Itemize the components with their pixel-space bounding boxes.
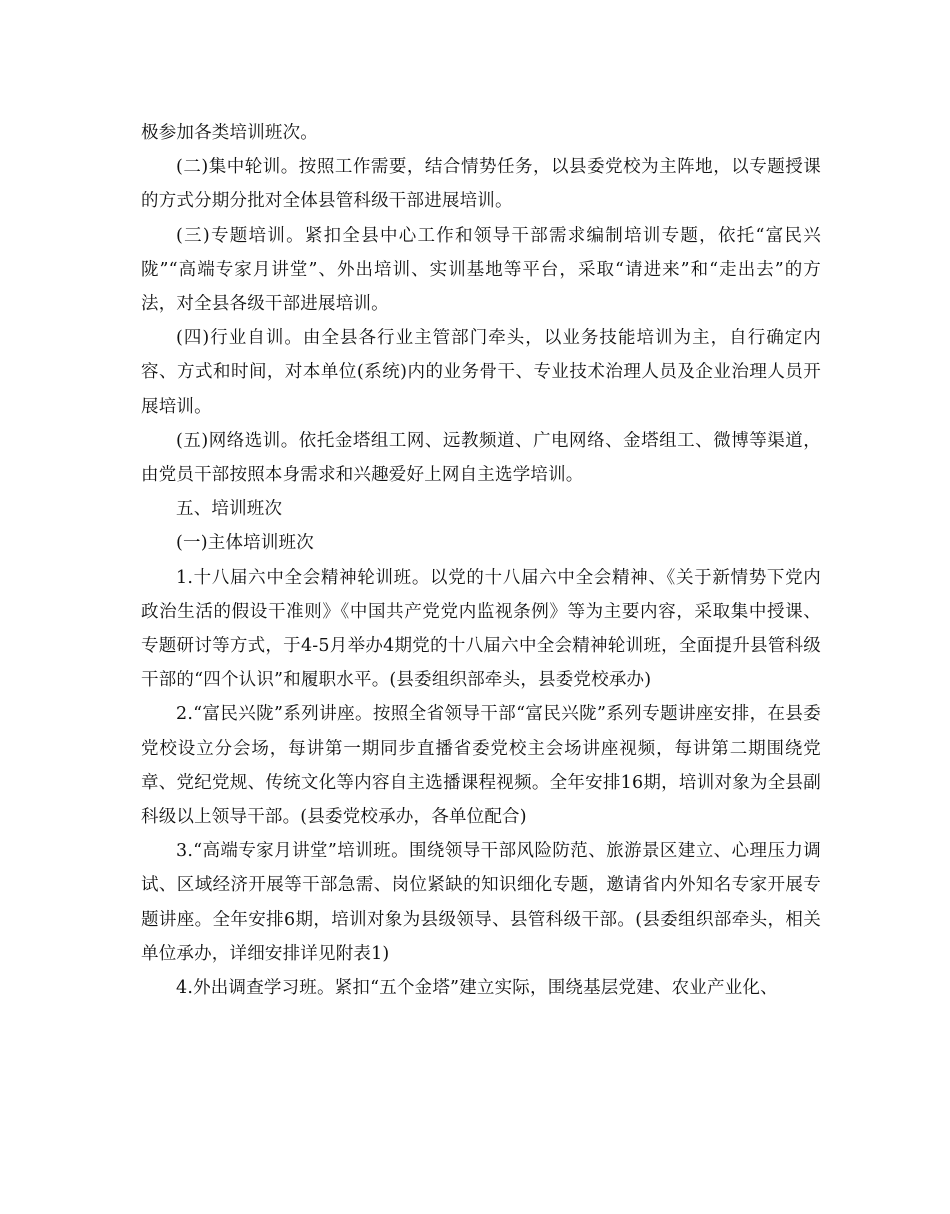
list-item-lecture-series: 2.“富民兴陇”系列讲座。按照全省领导干部“富民兴陇”系列专题讲座安排，在县委党校设立分会场，每讲第一期同步直播省委党校主会场讲座视频，每讲第二期围绕党章、党纪党规、传统文化等内容自主选播课程视频。全年安排16期，培训对象为全县副科级以上领导干部。(县委党校承办，各单位配合) (141, 704, 821, 828)
paragraph-continuation: 极参加各类培训班次。 (141, 123, 318, 143)
list-item-expert-lecture-class: 3.“高端专家月讲堂”培训班。围绕领导干部风险防范、旅游景区建立、心理压力调试、区域经济开展等干部急需、岗位紧缺的知识细化专题，邀请省内外知名专家开展专题讲座。全年安排6期，培训对象为县级领导、县管科级干部。(县委组织部牵头，相关单位承办，详细安排详见附表1) (141, 841, 821, 964)
section-heading-training-classes: 五、培训班次 (176, 499, 283, 520)
paragraph-special-training: (三)专题培训。紧扣全县中心工作和领导干部需求编制培训专题，依托“富民兴陇”“高端专家月讲堂”、外出培训、实训基地等平台，采取“请进来”和“走出去”的方法，对全县各级干部进展培训。 (141, 225, 821, 315)
list-item-plenary-spirit-class: 1.十八届六中全会精神轮训班。以党的十八届六中全会精神、《关于新情势下党内政治生活的假设干准则》《中国共产党党内监视条例》等为主要内容，采取集中授课、专题研讨等方式，于4-5月举办4期党的十八届六中全会精神轮训班，全面提升县管科级干部的“四个认识”和履职水平。(县委组织部牵头，县委党校承办) (141, 567, 821, 691)
paragraph-online-training: (五)网络选训。依托金塔组工网、远教频道、广电网络、金塔组工、微博等渠道，由党员干部按照本身需求和兴趣爱好上网自主选学培训。 (141, 430, 821, 486)
paragraph-centralized-training: (二)集中轮训。按照工作需要，结合情势任务，以县委党校为主阵地，以专题授课的方式分期分批对全体县管科级干部进展培训。 (141, 157, 821, 212)
document-body (141, 116, 821, 1005)
subsection-heading-main-classes: (一)主体培训班次 (176, 533, 314, 554)
list-item-field-study-class: 4.外出调查学习班。紧扣“五个金塔”建立实际，围绕基层党建、农业产业化、 (176, 978, 778, 999)
paragraph-industry-training: (四)行业自训。由全县各行业主管部门牵头，以业务技能培训为主，自行确定内容、方式和时间，对本单位(系统)内的业务骨干、专业技术治理人员及企业治理人员开展培训。 (141, 328, 821, 417)
